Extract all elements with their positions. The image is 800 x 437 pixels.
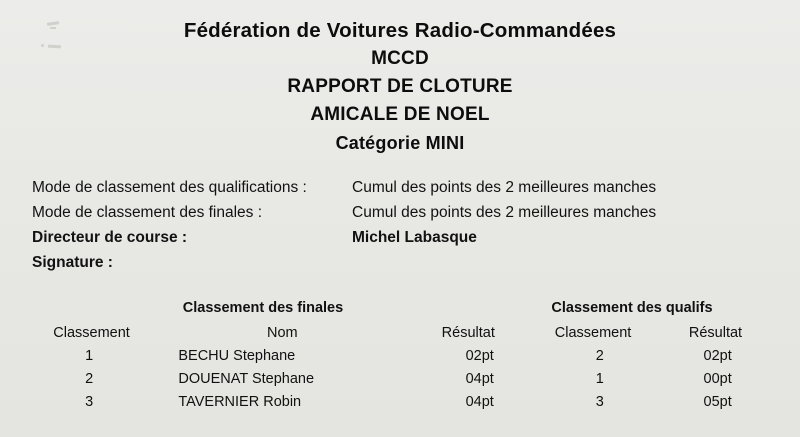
cell-rank: 3: [85, 394, 94, 410]
cell-qualif-result: 02pt: [703, 348, 732, 364]
table-row: [28, 391, 772, 414]
cell-qualif-result: 00pt: [703, 371, 732, 387]
column-header-result: Résultat: [441, 325, 495, 341]
column-header-qualif-result: Résultat: [688, 325, 743, 341]
title-event: AMICALE DE NOEL: [310, 104, 490, 125]
cell-name: BECHU Stephane: [178, 348, 296, 364]
cell-name: TAVERNIER Robin: [178, 394, 302, 410]
title-club: MCCD: [371, 48, 429, 69]
page-title: Fédération de Voitures Radio-Commandées: [183, 19, 617, 42]
meta-row-signature: [32, 250, 800, 275]
cell-qualif-rank: 1: [595, 371, 604, 387]
cell-result: 02pt: [465, 348, 494, 364]
table-column-headers: [28, 321, 772, 345]
cell-qualif-rank: 2: [595, 348, 604, 364]
title-category: Catégorie MINI: [335, 133, 465, 153]
scan-artifact: [50, 27, 56, 29]
meta-label: Mode de classement des finales :: [32, 204, 263, 221]
cell-result: 04pt: [465, 394, 494, 410]
meta-row-qualifications: [32, 175, 800, 200]
cell-result: 04pt: [465, 371, 494, 387]
scan-artifact: [48, 45, 61, 49]
column-header-name: Nom: [266, 325, 298, 341]
meta-row-finales: [32, 200, 800, 225]
meta-label: Signature :: [32, 254, 113, 271]
column-header-rank: Classement: [53, 325, 130, 341]
scan-artifact: [41, 44, 44, 47]
metadata-block: [0, 175, 800, 275]
column-header-qualif-rank: Classement: [554, 325, 632, 341]
meta-label: Directeur de course :: [32, 229, 188, 246]
cell-qualif-rank: 3: [595, 394, 604, 410]
document-title-block: [0, 0, 800, 157]
table-row: [28, 345, 772, 368]
results-table: [0, 297, 800, 414]
meta-value: Cumul des points des 2 meilleures manches: [352, 204, 657, 221]
table-row: [28, 368, 772, 391]
group-header-finales: Classement des finales: [182, 300, 344, 316]
meta-value: Michel Labasque: [352, 229, 477, 246]
cell-rank: 1: [85, 348, 94, 364]
meta-row-race-director: [32, 225, 800, 250]
meta-label: Mode de classement des qualifications :: [32, 179, 307, 196]
title-report-type: RAPPORT DE CLOTURE: [287, 76, 513, 97]
cell-qualif-result: 05pt: [703, 394, 732, 410]
table-group-headers: [28, 297, 772, 319]
cell-name: DOUENAT Stephane: [178, 371, 315, 387]
cell-rank: 2: [85, 371, 94, 387]
meta-value: Cumul des points des 2 meilleures manches: [352, 179, 657, 196]
group-header-qualifs: Classement des qualifs: [551, 300, 713, 316]
